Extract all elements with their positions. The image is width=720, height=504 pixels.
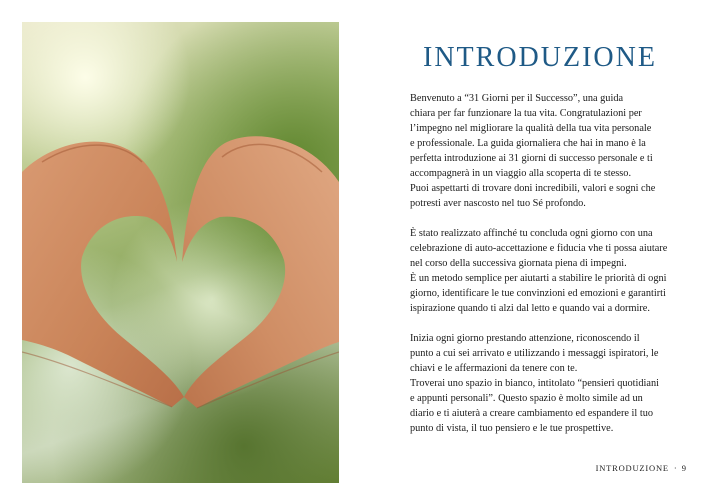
intro-body: [410, 91, 688, 451]
text-line: giorno, identificare le tue convinzioni ed emozioni e garantirti: [410, 288, 666, 299]
paragraph: [410, 226, 688, 316]
text-line: Troverai uno spazio in bianco, intitolato “pensieri quotidiani: [410, 378, 659, 389]
paragraph: [410, 91, 688, 211]
text-line: ispirazione quando ti alzi dal letto e quando vai a dormire.: [410, 303, 650, 314]
footer-separator: ·: [673, 463, 677, 473]
text-line: celebrazione di auto-accettazione e fiducia vhe ti possa aiutare: [410, 243, 668, 254]
text-line: diario e ti aiuterà a creare cambiamento ed espandere il tuo: [410, 408, 653, 419]
text-line: e appunti personali”. Questo spazio è molto simile ad un: [410, 393, 643, 404]
text-line: Inizia ogni giorno prestando attenzione, riconoscendo il: [410, 333, 640, 344]
page-title: INTRODUZIONE: [423, 42, 657, 73]
footer-section-name: INTRODUZIONE: [595, 463, 669, 473]
text-line: Benvenuto a “31 Giorni per il Successo”, una guida: [410, 93, 624, 104]
text-line: perfetta introduzione ai 31 giorni di successo personale e ti: [410, 153, 653, 164]
text-line: e professionale. La guida giornaliera che hai in mano è la: [410, 138, 646, 149]
page-number: 9: [681, 463, 686, 473]
text-line: chiavi e le affermazioni da tenere con te.: [410, 363, 578, 374]
heart-hands-illustration: [22, 22, 339, 483]
text-line: chiara per far funzionare la tua vita. Congratulazioni per: [410, 108, 642, 119]
text-line: nel corso della successiva giornata piena di impegni.: [410, 258, 627, 269]
text-line: Puoi aspettarti di trovare doni incredibili, valori e sogni che: [410, 183, 656, 194]
right-hand: [182, 136, 339, 408]
page-footer: [596, 463, 686, 473]
text-line: punto a cui sei arrivato e utilizzando i messaggi ispiratori, le: [410, 348, 659, 359]
text-line: l’impegno nel migliorare la qualità della tua vita personale: [410, 123, 652, 134]
heart-hands-photo: [22, 22, 339, 483]
text-line: È stato realizzato affinché tu concluda ogni giorno con una: [410, 228, 653, 239]
text-line: È un metodo semplice per aiutarti a stabilire le priorità di ogni: [410, 273, 667, 284]
paragraph: [410, 331, 688, 436]
left-hand: [22, 142, 184, 407]
text-line: punto di vista, il tuo pensiero e le tue prospettive.: [410, 423, 614, 434]
text-line: accompagnerà in un viaggio alla scoperta di te stesso.: [410, 168, 632, 179]
text-line: potresti aver nascosto nel tuo Sé profondo.: [410, 198, 586, 209]
